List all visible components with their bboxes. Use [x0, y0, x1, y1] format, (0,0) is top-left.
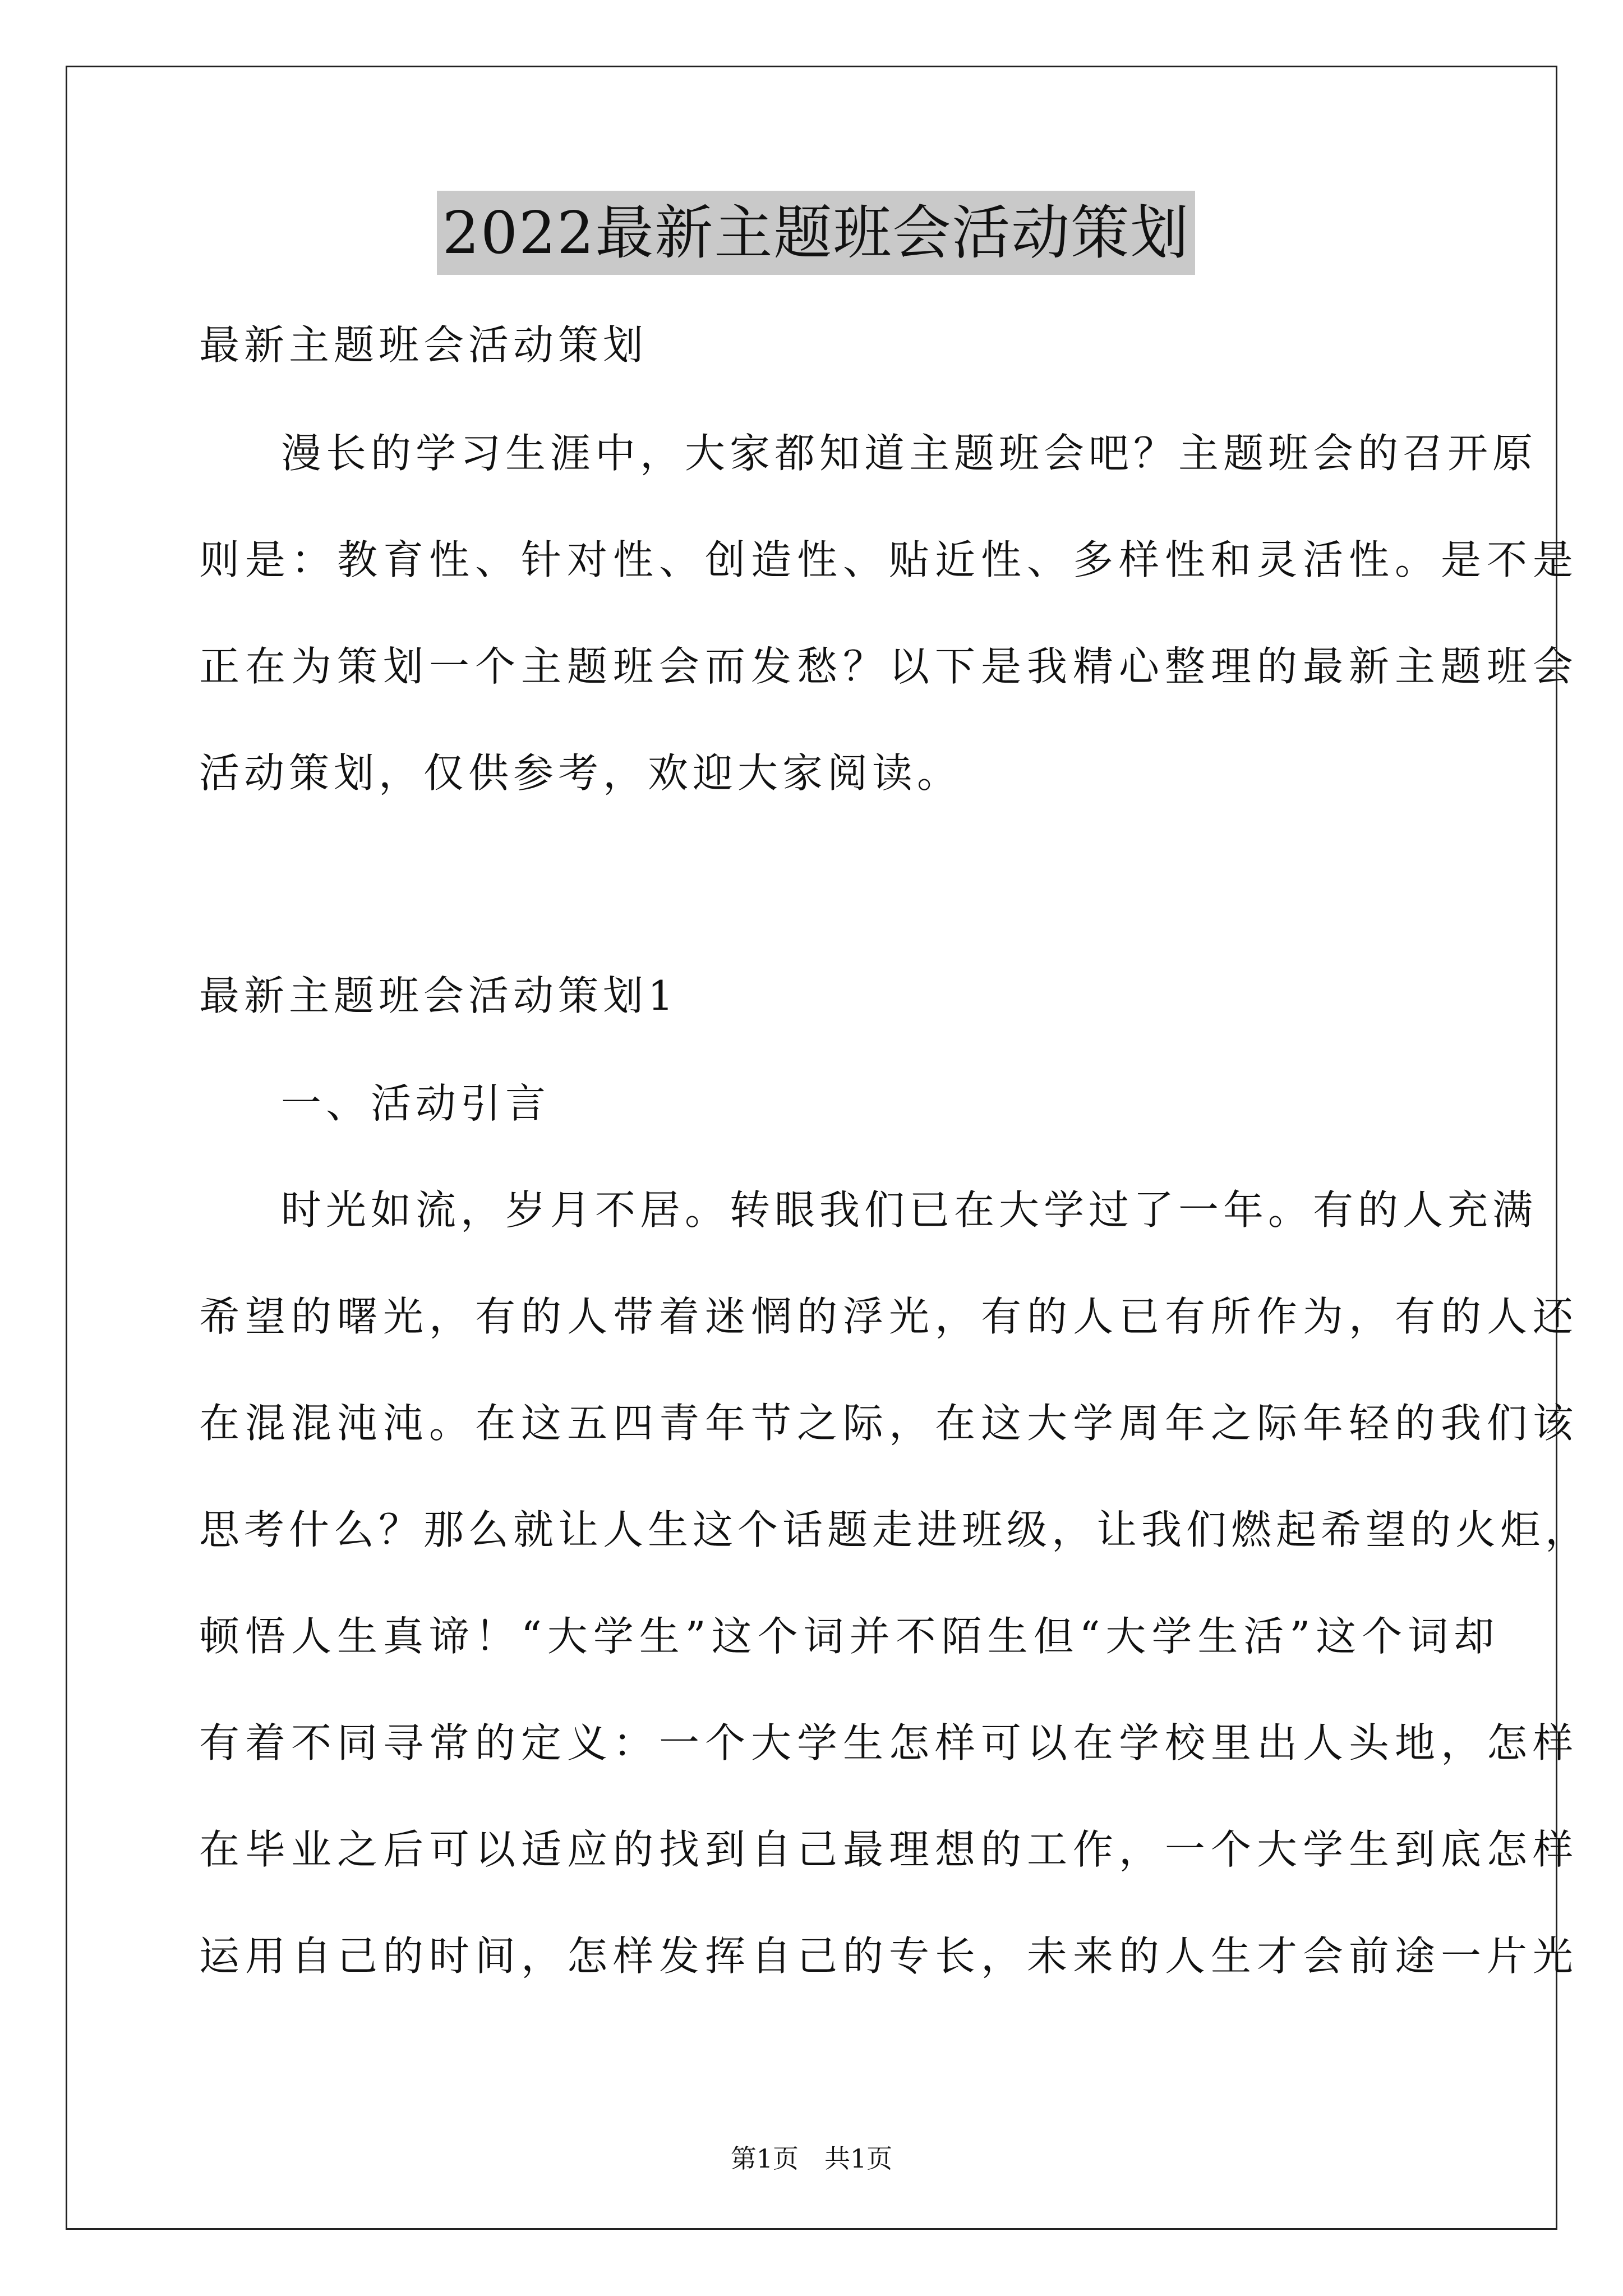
page-border	[66, 66, 1557, 2230]
paragraph-line: 思考什么？那么就让人生这个话题走进班级，让我们燃起希望的火炬，	[199, 1506, 1590, 1553]
paragraph-line: 顿悟人生真谛！“大学生”这个词并不陌生但“大学生活”这个词却	[199, 1613, 1500, 1660]
paragraph-line: 时光如流，岁月不居。转眼我们已在大学过了一年。有的人充满	[281, 1186, 1538, 1234]
paragraph-line: 正在为策划一个主题班会而发愁？以下是我精心整理的最新主题班会	[199, 643, 1579, 690]
subsection-heading: 一、活动引言	[281, 1080, 551, 1127]
document-title: 2022最新主题班会活动策划	[437, 191, 1196, 275]
paragraph-line: 运用自己的时间，怎样发挥自己的专长，未来的人生才会前途一片光	[199, 1932, 1579, 1980]
paragraph-line: 活动策划，仅供参考，欢迎大家阅读。	[199, 749, 962, 797]
section-heading: 最新主题班会活动策划1	[199, 972, 678, 1019]
paragraph-line: 则是：教育性、针对性、创造性、贴近性、多样性和灵活性。是不是	[199, 536, 1579, 583]
paragraph-line: 有着不同寻常的定义：一个大学生怎样可以在学校里出人头地，怎样	[199, 1719, 1579, 1766]
paragraph-line: 漫长的学习生涯中，大家都知道主题班会吧？主题班会的召开原	[281, 430, 1538, 477]
paragraph-line: 希望的曙光，有的人带着迷惘的浮光，有的人已有所作为，有的人还	[199, 1293, 1579, 1340]
paragraph-line: 在混混沌沌。在这五四青年节之际，在这大学周年之际年轻的我们该	[199, 1400, 1579, 1447]
page-footer: 第1页 共1页	[730, 2143, 893, 2174]
subtitle-line: 最新主题班会活动策划	[199, 321, 648, 369]
paragraph-line: 在毕业之后可以适应的找到自己最理想的工作，一个大学生到底怎样	[199, 1826, 1579, 1873]
title-container	[199, 191, 1433, 280]
